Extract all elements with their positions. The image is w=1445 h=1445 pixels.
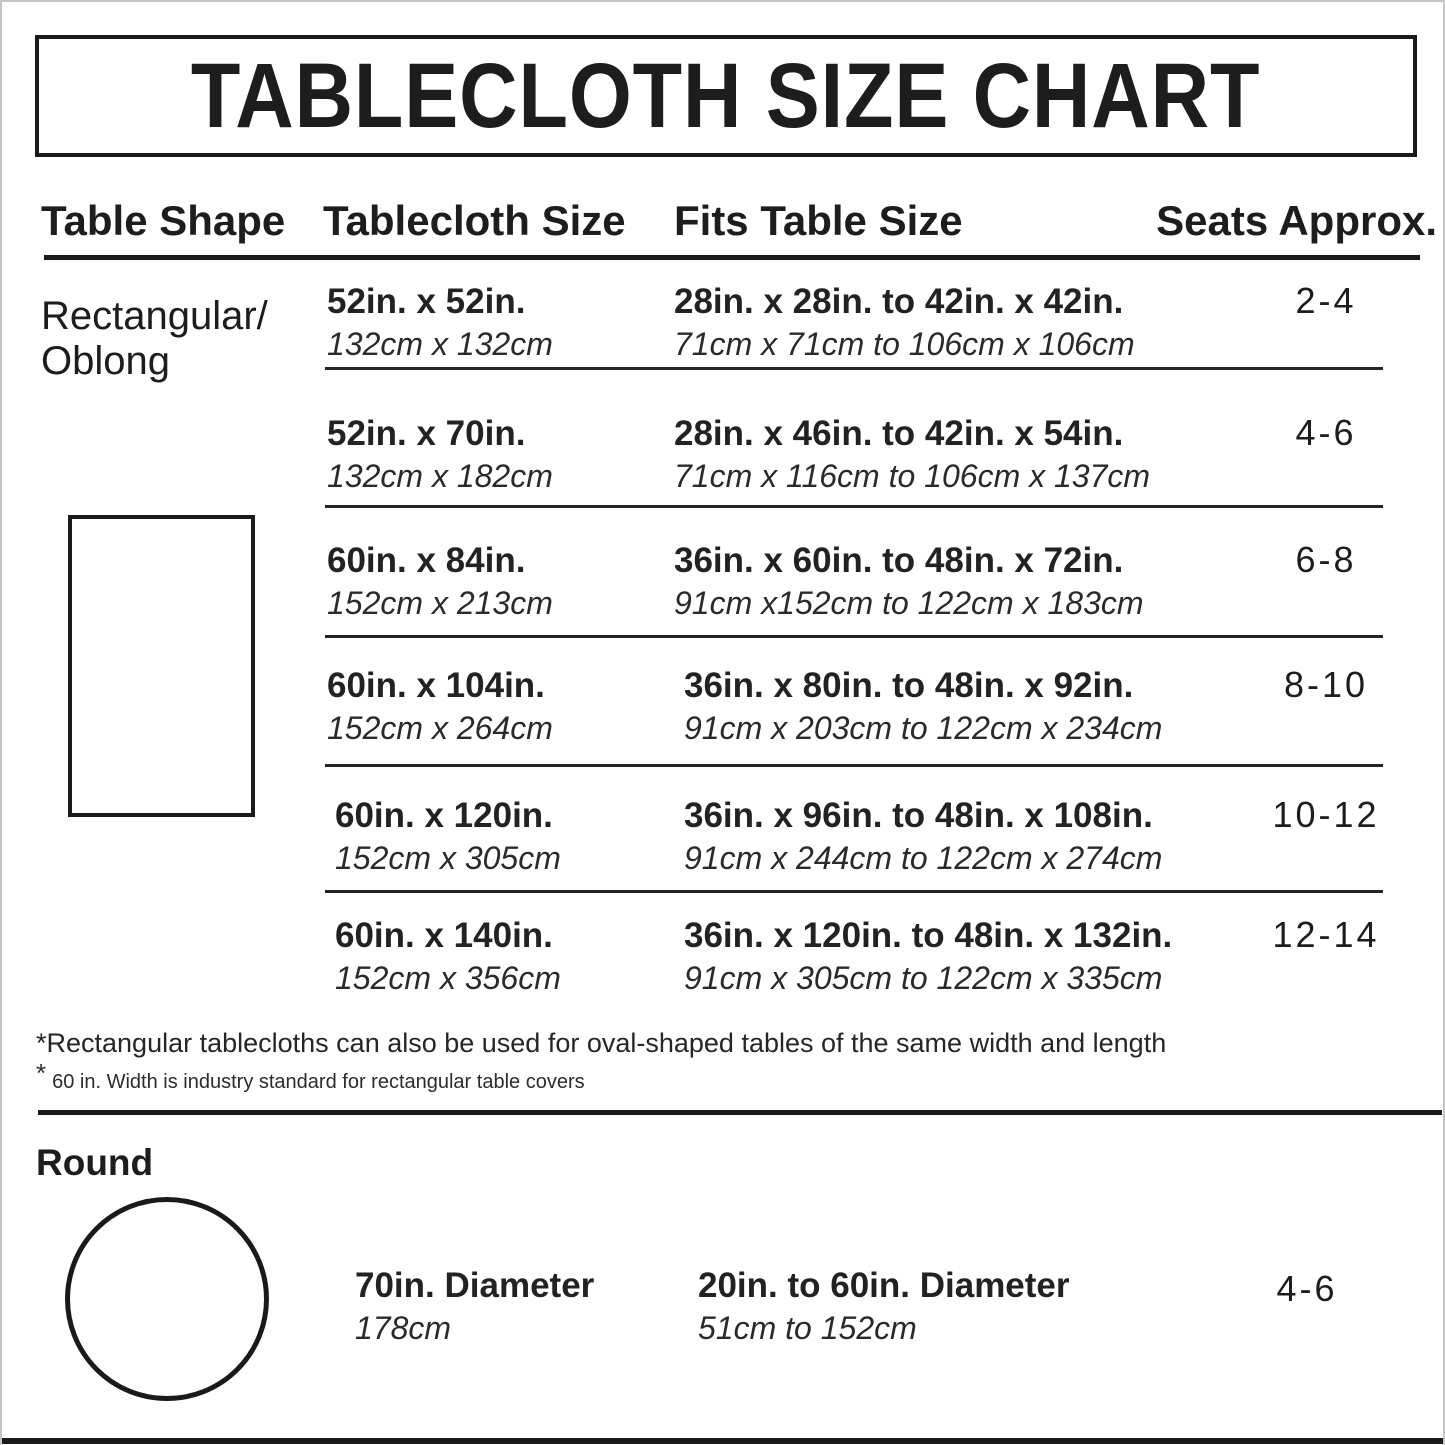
- row-fits-size-in: 28in. x 46in. to 42in. x 54in.: [674, 414, 1124, 453]
- shape-label-line1: Rectangular/: [41, 294, 268, 338]
- row-fits-size-in: 36in. x 120in. to 48in. x 132in.: [684, 916, 1173, 955]
- shape-label-rectangular: [41, 294, 268, 384]
- row-fits-size-cm: 71cm x 71cm to 106cm x 106cm: [674, 326, 1135, 362]
- footnote-asterisk: *: [36, 1058, 47, 1088]
- row-tablecloth-size-cm: 152cm x 213cm: [327, 585, 553, 621]
- title-box: [35, 35, 1417, 157]
- round-fits-size-cm: 51cm to 152cm: [698, 1310, 917, 1346]
- round-tablecloth-size-cm: 178cm: [355, 1310, 452, 1346]
- shape-label-round: Round: [36, 1142, 154, 1183]
- row-tablecloth-size-in: 60in. x 104in.: [327, 666, 545, 705]
- row-tablecloth-size-in: 60in. x 120in.: [335, 796, 553, 835]
- row-tablecloth-size-cm: 132cm x 132cm: [327, 326, 553, 362]
- header-seats-approx: Seats Approx.: [1156, 197, 1437, 244]
- row-divider: [325, 505, 1383, 508]
- row-tablecloth-size-in: 60in. x 140in.: [335, 916, 553, 955]
- round-fits-size-in: 20in. to 60in. Diameter: [698, 1266, 1070, 1305]
- row-seats: 4-6: [1295, 412, 1357, 453]
- row-fits-size-cm: 71cm x 116cm to 106cm x 137cm: [674, 458, 1151, 494]
- row-tablecloth-size-cm: 152cm x 305cm: [335, 840, 561, 876]
- row-fits-size-in: 36in. x 80in. to 48in. x 92in.: [684, 666, 1134, 705]
- round-tablecloth-size-in: 70in. Diameter: [355, 1266, 595, 1305]
- row-seats: 6-8: [1295, 539, 1357, 580]
- bottom-rule: [2, 1438, 1445, 1444]
- row-seats: 12-14: [1272, 914, 1380, 955]
- header-rule: [44, 255, 1420, 260]
- row-divider: [325, 764, 1383, 767]
- round-seats: 4-6: [1276, 1268, 1338, 1309]
- row-fits-size-in: 36in. x 60in. to 48in. x 72in.: [674, 541, 1124, 580]
- row-tablecloth-size-cm: 152cm x 356cm: [335, 960, 561, 996]
- row-tablecloth-size-in: 52in. x 52in.: [327, 282, 526, 321]
- rectangle-shape: [68, 515, 255, 817]
- row-fits-size-in: 28in. x 28in. to 42in. x 42in.: [674, 282, 1124, 321]
- row-fits-size-cm: 91cm x 305cm to 122cm x 335cm: [684, 960, 1163, 996]
- header-fits-table-size: Fits Table Size: [674, 197, 963, 244]
- header-table-shape: Table Shape: [41, 197, 286, 244]
- row-divider: [325, 890, 1383, 893]
- circle-shape: [65, 1197, 269, 1401]
- row-fits-size-cm: 91cm x 244cm to 122cm x 274cm: [684, 840, 1163, 876]
- header-tablecloth-size: Tablecloth Size: [323, 197, 626, 244]
- row-fits-size-in: 36in. x 96in. to 48in. x 108in.: [684, 796, 1153, 835]
- footnote-oval: *Rectangular tablecloths can also be used for oval-shaped tables of the same width and length: [36, 1028, 1167, 1058]
- row-tablecloth-size-in: 52in. x 70in.: [327, 414, 526, 453]
- shape-label-line2: Oblong: [41, 339, 170, 383]
- section-divider: [38, 1110, 1442, 1115]
- row-fits-size-cm: 91cm x152cm to 122cm x 183cm: [674, 585, 1144, 621]
- row-tablecloth-size-cm: 152cm x 264cm: [327, 710, 553, 746]
- footnote-width-text: 60 in. Width is industry standard for rectangular table covers: [52, 1071, 585, 1093]
- row-fits-size-cm: 91cm x 203cm to 122cm x 234cm: [684, 710, 1163, 746]
- row-divider: [325, 635, 1383, 638]
- row-tablecloth-size-in: 60in. x 84in.: [327, 541, 526, 580]
- page-title: TABLECLOTH SIZE CHART: [191, 44, 1261, 147]
- row-tablecloth-size-cm: 132cm x 182cm: [327, 458, 553, 494]
- row-seats: 10-12: [1272, 794, 1380, 835]
- row-divider: [325, 367, 1383, 370]
- footnote-width: [36, 1058, 585, 1094]
- row-seats: 8-10: [1283, 664, 1369, 705]
- row-seats: 2-4: [1295, 280, 1357, 321]
